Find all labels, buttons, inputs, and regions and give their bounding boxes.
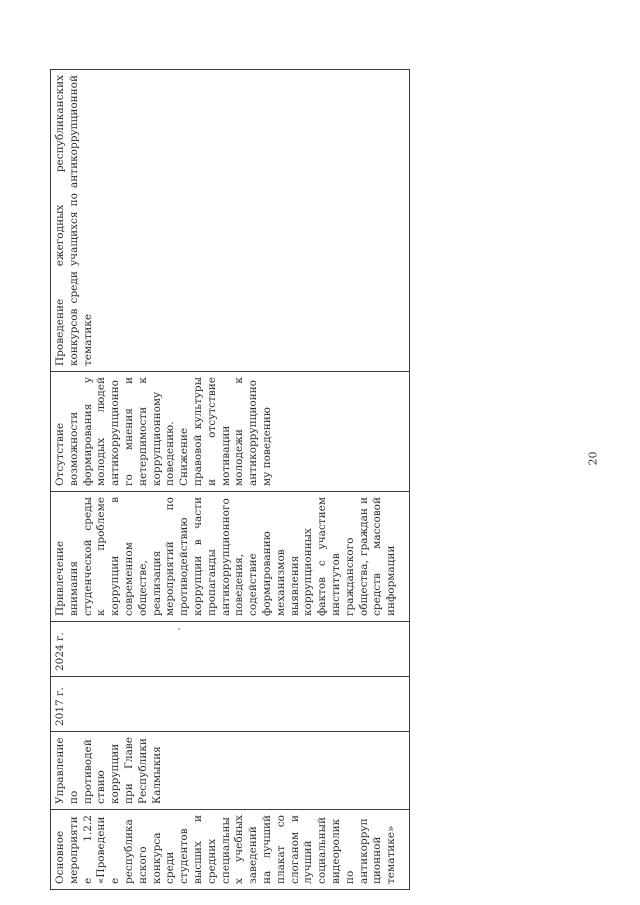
page-number: 20 [586,451,600,466]
consequences-cell: Отсутствие возможности формирования у молодых людей антикоррупционного мнения и нетерпимости к коррупционному поведению. Снижение правовой культуры и отсутствие мотивации молодежи к антикоррупционному поведению [51,372,410,492]
table-row [51,70,410,890]
measures-table [50,69,410,890]
scan-speck [178,628,180,630]
executor-cell: Управление по противодействию коррупции при Главе Республики Калмыкия [51,732,410,810]
end-year-cell: 2024 г. [51,622,410,677]
indicators-link-cell: Проведение ежегодных республиканских конкурсов среди учащихся по антикоррупционной тематике [51,70,410,372]
rotated-page-content [50,70,410,890]
start-year-cell: 2017 г. [51,677,410,732]
expected-result-cell: Привлечение внимания студенческой среды к проблеме коррупции в современном обществе, реализация мероприятий по противодействию коррупции в части пропаганды антикоррупционного поведения, содействие формированию механизмов выявления коррупционных фактов с участием институтов гражданского общества, граждан и средств массовой информации [51,492,410,622]
activity-cell: Основное мероприятие 1.2.2 «Проведение республиканского конкурса среди студентов высших и средних специальных учебных заведений на лучший плакат со слоганом и лучший социальный видеоролик по антикоррупционной тематике» [51,810,410,890]
